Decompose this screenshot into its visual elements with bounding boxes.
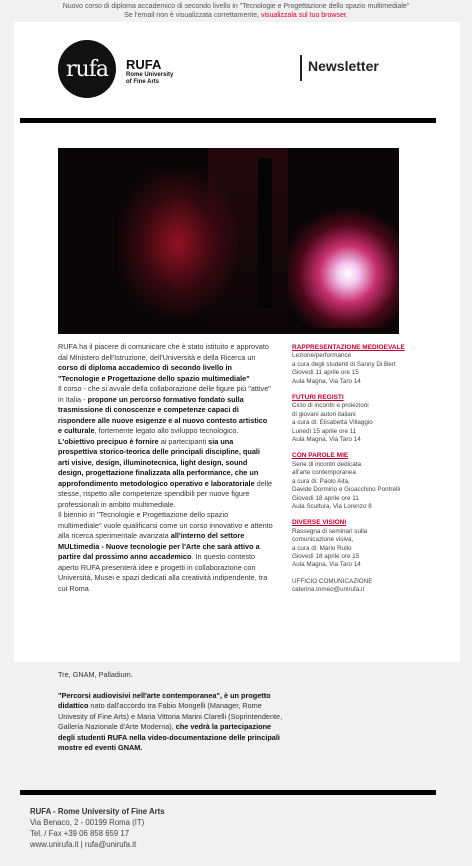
- contact-title: UFFICIO COMUNICAZIONE: [292, 577, 373, 585]
- objective-text: ai partecipanti: [158, 436, 209, 446]
- event-line: di giovani autori italiani: [292, 410, 356, 418]
- event-title-2[interactable]: FUTURI REGISTI: [292, 394, 344, 402]
- objective-highlight: sia una prospettiva storico-teorica delle principali discipline, quali arti visive, design, illuminotecnica, light design, sound design, progettazione finalizzata alla performance, che un approfondimento metodologico operativo e laboratoriale: [58, 436, 260, 488]
- event-line: Giovedì 11 aprile ore 15: [292, 369, 359, 377]
- view-in-browser-link[interactable]: visualizzala sul tuo browser.: [260, 12, 348, 19]
- footer-address: Via Benaco, 2 - 00199 Roma (IT): [30, 818, 145, 827]
- paragraph-course: [58, 384, 273, 437]
- newsletter-title: Newsletter: [308, 58, 379, 74]
- biennio-text: Il biennio in "Tecnologie e Progettazione dello spazio multimediale" vuole qualificarsi come un corso innovativo e attento alla ricerca sperimentale avanzata: [58, 510, 273, 540]
- paragraph-objective: [58, 437, 273, 511]
- event-title-3[interactable]: CON PAROLE MIE: [292, 452, 349, 460]
- logo-text: rufa: [66, 56, 108, 82]
- event-line: a cura di: Mario Rullo: [292, 544, 352, 552]
- event-line: a cura di: Paolo Aita,: [292, 477, 350, 485]
- course-text: Il corso - che si avvale della collaborazione delle figure più "attive" in Italia -: [58, 384, 271, 404]
- objective-lead: L'obiettivo precipuo è fornire: [58, 436, 159, 446]
- header-divider: [300, 55, 302, 81]
- objective-text-end: delle stesse, rispetto alle competenze spendibili per nuove figure professionali in ambito multimediale.: [58, 478, 273, 509]
- footer-web-link[interactable]: www.unirufa.it | rufa@unirufa.it: [30, 840, 137, 849]
- bottom-rule: [20, 790, 436, 795]
- course-highlight: propone un percorso formativo fondato sulla trasmissione di conoscenze e competenze capaci di rispondere alle nuove esigenze e al nuovo contesto artistico e culturale: [58, 394, 268, 435]
- event-line: Giovedì 18 aprile ore 11: [292, 494, 359, 502]
- event-line: Aula Magna, Via Taro 14: [292, 377, 361, 385]
- paragraph-biennio: [58, 510, 273, 594]
- biennio-highlight: all'interno del settore MULtimedia - Nuove tecnologie per l'Arte che sarà attivo a partire dal prossimo anno accademico: [58, 531, 260, 561]
- event-line: Aula Magna, Via Taro 14: [292, 436, 361, 444]
- paragraph-intro: [58, 342, 273, 384]
- paragraph-venues: Tre, GNAM, Palladium.: [58, 670, 133, 679]
- event-line: Aula Magna, Via Taro 14: [292, 561, 361, 569]
- event-line: Rassegna di seminari sulla: [292, 527, 368, 535]
- event-line: all'arte contemporanea: [292, 469, 356, 477]
- preheader: [0, 2, 472, 20]
- preheader-line-1: Nuovo corso di diploma accademico di secondo livello in "Tecnologie e Progettazione dello spazio multimediale": [62, 3, 410, 10]
- event-line: Lunedì 15 aprile ore 11: [292, 427, 357, 435]
- brand-block: [126, 58, 173, 86]
- contact-email-link[interactable]: caterina.tomeo@unirufa.it: [292, 586, 365, 594]
- event-line: comunicazione visiva,: [292, 536, 354, 544]
- hero-image: [58, 148, 399, 334]
- project-highlight: che vedrà la partecipazione degli studenti RUFA nella video-documentazione delle principali mostre ed eventi GNAM.: [58, 722, 280, 752]
- top-rule: [20, 118, 436, 123]
- footer-name: RUFA - Rome University of Fine Arts: [30, 807, 165, 816]
- events-sidebar: [292, 344, 422, 595]
- event-line: Serie di incontri dedicata: [292, 460, 361, 468]
- footer: [30, 806, 165, 850]
- hero-bright-light: [288, 208, 399, 328]
- hero-red-light: [118, 168, 238, 318]
- preheader-line-2: [0, 11, 472, 20]
- project-text: nato dall'accordo tra Fabio Mongelli (Manager, Rome Univesity of Fine Arts) e Maria Vittoria Marini Clarelli (Soprintendente, Galleria Nazionale d'Arte Moderna),: [58, 701, 283, 731]
- event-line: a cura degli studenti di Sanny Di Bert: [292, 360, 396, 368]
- event-line: Lezione/performance: [292, 352, 352, 360]
- brand-subtitle-2: of Fine Arts: [126, 79, 160, 85]
- event-line: Giovedì 18 aprile ore 15: [292, 552, 360, 560]
- lower-article: [58, 670, 288, 754]
- event-title-4[interactable]: DIVERSE VISIONI: [292, 519, 347, 527]
- intro-text: RUFA ha il piacere di comunicare che è stato istituito e approvato dal Ministero dell'Istruzione, dell'Università e della Ricerca un: [58, 342, 269, 362]
- footer-phone: Tel. / Fax +39 06 858 659 17: [30, 829, 130, 838]
- event-title-1[interactable]: RAPPRESENTAZIONE MEDIOEVALE: [292, 344, 405, 351]
- event-line: a cura di: Elisabetta Villaggio: [292, 419, 373, 427]
- event-line: Aula Scultura, Via Lorenzo 8: [292, 502, 372, 510]
- project-lead: "Percorsi audiovisivi nell'arte contemporanea", è un progetto didattico: [58, 690, 271, 710]
- rufa-logo[interactable]: [58, 40, 116, 98]
- brand-name: RUFA: [126, 57, 162, 72]
- preheader-notice: Se l'email non è visualizzata correttamente,: [124, 12, 261, 19]
- event-line: Ciclo di incontri e proiezioni: [292, 402, 369, 410]
- paragraph-project: [58, 691, 288, 754]
- brand-subtitle-1: Rome University: [126, 72, 174, 78]
- biennio-text-end: . In questo contesto aperto RUFA presenterà idee e progetti in collaborazione con Università, Musei e spazi dedicati alla creatività indipendente, tra cui Roma: [58, 552, 268, 593]
- main-article: [58, 342, 273, 594]
- event-line: Davide Dormino e Gioacchino Pontrelli: [292, 486, 401, 494]
- intro-course-title: corso di diploma accademico di secondo livello in "Tecnologie e Progettazione dello spazio multimediale": [58, 363, 250, 383]
- hero-figure-silhouette: [258, 158, 272, 308]
- course-text-end: , fortemente legato allo sviluppo tecnologico.: [94, 426, 239, 435]
